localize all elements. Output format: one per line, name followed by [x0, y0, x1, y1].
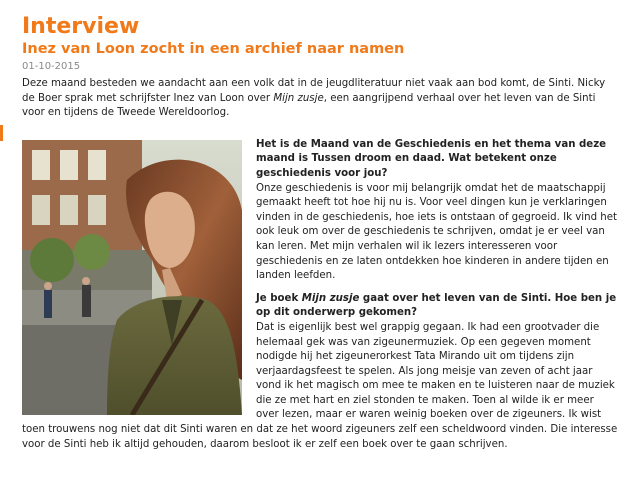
book-title-text: Mijn zusje	[301, 292, 360, 304]
answer-1: Onze geschiedenis is voor mij belangrijk omdat het de maatschappij gemaakt heeft tot hoe hij nu is. Voor veel dingen kun je verklaringen vinden in de geschiedenis, hoe iets is ontstaan of gegroeid. Ik vind het ook leuk om over de geschiedenis te schrijven, omdat je er veel van kan leren. Met mijn verhalen wil ik lezers interesseren voor geschiedenis en ze laten ontdekken hoe kinderen in andere tijden en landen leefden.	[256, 182, 618, 282]
text-run: Deze maand besteden we aandacht aan een volk dat in de jeugdliteratuur niet vaak aan bod komt, de Sinti. Nicky de Boer sprak met schrijfster Inez van Loon over	[22, 78, 606, 104]
text-run: Je boek	[256, 292, 302, 304]
article-content	[22, 138, 618, 452]
edge-marker	[0, 125, 3, 141]
section-kicker: Interview	[22, 14, 140, 39]
interview-article	[22, 14, 618, 452]
text-run: Het is de Maand van de Geschiedenis en het thema van deze maand is Tussen droom en daad. Wat betekent onze geschiedenis voor jou?	[256, 138, 607, 179]
answer-2: Dat is eigenlijk best wel grappig gegaan. Ik had een grootvader die helemaal gek was van zigeunermuziek. Op een gegeven moment nodigde hij het zigeunerorkest Tata Mirando uit om tijdens zijn verjaardagsfeest te spelen. Als jong meisje van zeven of acht jaar vond ik het magisch om mee te maken en te luisteren naar de muziek die ze met hart en ziel stonden te maken. Toen al wilde ik er meer over lezen, maar er waren weinig boeken over de zigeuners. Ik wist toen trouwens nog niet dat dit Sinti waren en dat ze het woord zigeuners zelf een scheldwoord vinden. Die interesse voor de Sinti heb ik altijd gehouden, daarom besloot ik er zelf een boek over te gaan schrijven.	[22, 321, 618, 450]
publish-date: 01-10-2015	[22, 61, 81, 72]
article-intro	[22, 77, 618, 121]
book-title-text: Mijn zusje	[273, 92, 324, 104]
author-photo	[22, 140, 242, 415]
text-run: , een aangrijpend verhaal over het leven van de Sinti voor en tijdens de Tweede Wereldoorlog.	[22, 92, 596, 119]
text-run: gaat over het leven van de Sinti. Hoe ben je op dit onderwerp gekomen?	[256, 292, 617, 319]
article-title: Inez van Loon zocht in een archief naar namen	[22, 41, 405, 57]
